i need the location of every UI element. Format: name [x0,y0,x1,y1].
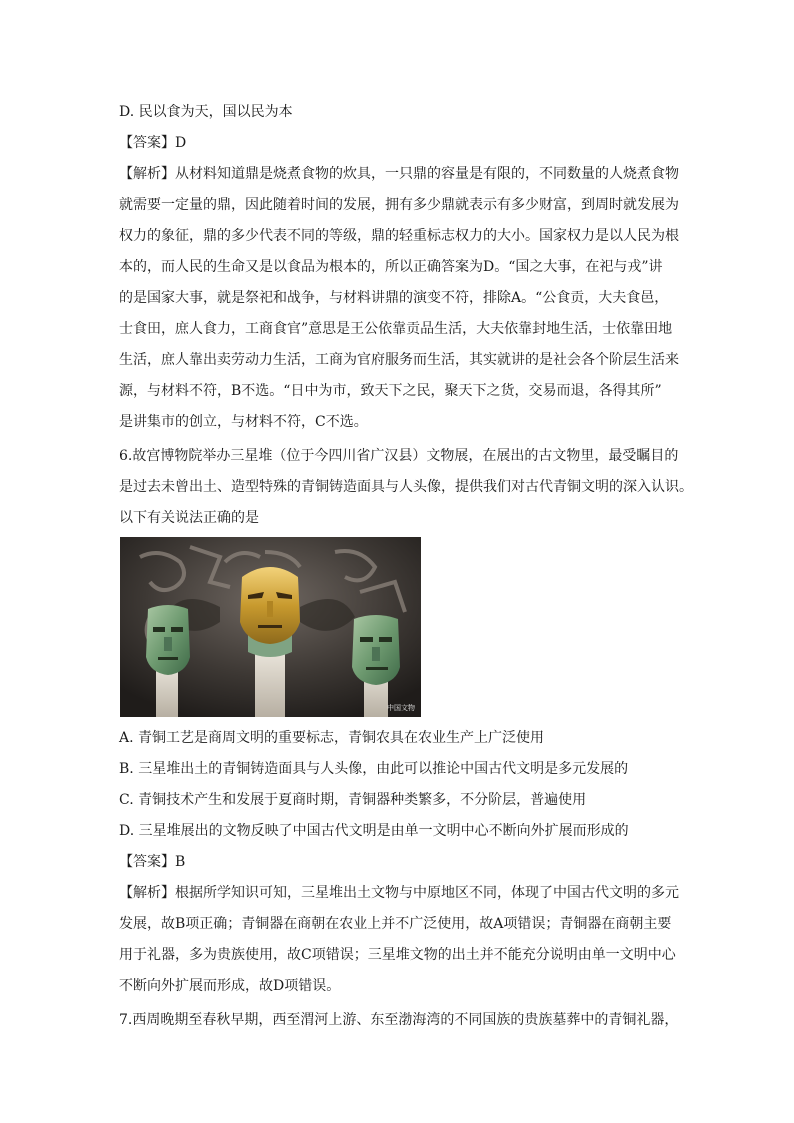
analysis-q5-line-9: 是讲集市的创立，与材料不符，C不选。 [119,414,368,430]
option-d-q5: D. 民以食为天，国以民为本 [119,104,293,120]
analysis-q5-line-8: 源，与材料不符，B不选。“日中为市，致天下之民，聚天下之货，交易而退，各得其所” [119,383,662,399]
analysis-q6-line-3: 用于礼器，多为贵族使用，故C项错误；三星堆文物的出土并不能充分说明由单一文明中心 [119,947,676,963]
question-6-line-2: 是过去未曾出土、造型特殊的青铜铸造面具与人头像，提供我们对古代青铜文明的深入认识。 [119,479,693,495]
analysis-q5-line-5: 的是国家大事，就是祭祀和战争，与材料讲鼎的演变不符，排除A。“公食贡，大夫食邑， [119,290,669,306]
bronze-masks-illustration [120,537,421,717]
analysis-q5-line-6: 士食田，庶人食力，工商食官”意思是王公依靠贡品生活，大夫依靠封地生活，士依靠田地 [119,321,673,337]
option-b-q6: B. 三星堆出土的青铜铸造面具与人头像，由此可以推论中国古代文明是多元发展的 [119,761,629,777]
photo-watermark: 中国文物 [387,704,415,712]
analysis-q5-line-7: 生活，庶人靠出卖劳动力生活，工商为官府服务而生活，其实就讲的是社会各个阶层生活来 [119,352,679,368]
analysis-q5-line-1: 【解析】从材料知道鼎是烧煮食物的炊具，一只鼎的容量是有限的，不同数量的人烧煮食物 [119,166,679,182]
question-6-line-3: 以下有关说法正确的是 [119,510,259,526]
analysis-q5-line-3: 权力的象征，鼎的多少代表不同的等级，鼎的轻重标志权力的大小。国家权力是以人民为根 [119,228,679,244]
analysis-q5-line-2: 就需要一定量的鼎，因此随着时间的发展，拥有多少鼎就表示有多少财富，到周时就发展为 [119,197,679,213]
sanxingdui-bronze-masks-photo [120,537,421,717]
analysis-q5-line-4: 本的，而人民的生命又是以食品为根本的，所以正确答案为D。“国之大事，在祀与戎”讲 [119,259,663,275]
analysis-q6-line-4: 不断向外扩展而形成，故D项错误。 [119,978,341,994]
option-a-q6: A. 青铜工艺是商周文明的重要标志，青铜农具在农业生产上广泛使用 [119,730,545,746]
question-7-line-1: 7.西周晚期至春秋早期，西至渭河上游、东至渤海湾的不同国族的贵族墓葬中的青铜礼器， [119,1012,679,1028]
option-c-q6: C. 青铜技术产生和发展于夏商时期，青铜器种类繁多，不分阶层，普遍使用 [119,792,587,808]
analysis-q6-line-1: 【解析】根据所学知识可知，三星堆出土文物与中原地区不同，体现了中国古代文明的多元 [119,885,679,901]
analysis-q6-line-2: 发展，故B项正确；青铜器在商朝在农业上并不广泛使用，故A项错误；青铜器在商朝主要 [119,916,672,932]
option-d-q6: D. 三星堆展出的文物反映了中国古代文明是由单一文明中心不断向外扩展而形成的 [119,823,629,839]
answer-q6: 【答案】B [119,854,186,870]
answer-q5: 【答案】D [119,135,187,151]
question-6-line-1: 6.故宫博物院举办三星堆（位于今四川省广汉县）文物展，在展出的古文物里，最受瞩目的 [119,448,679,464]
